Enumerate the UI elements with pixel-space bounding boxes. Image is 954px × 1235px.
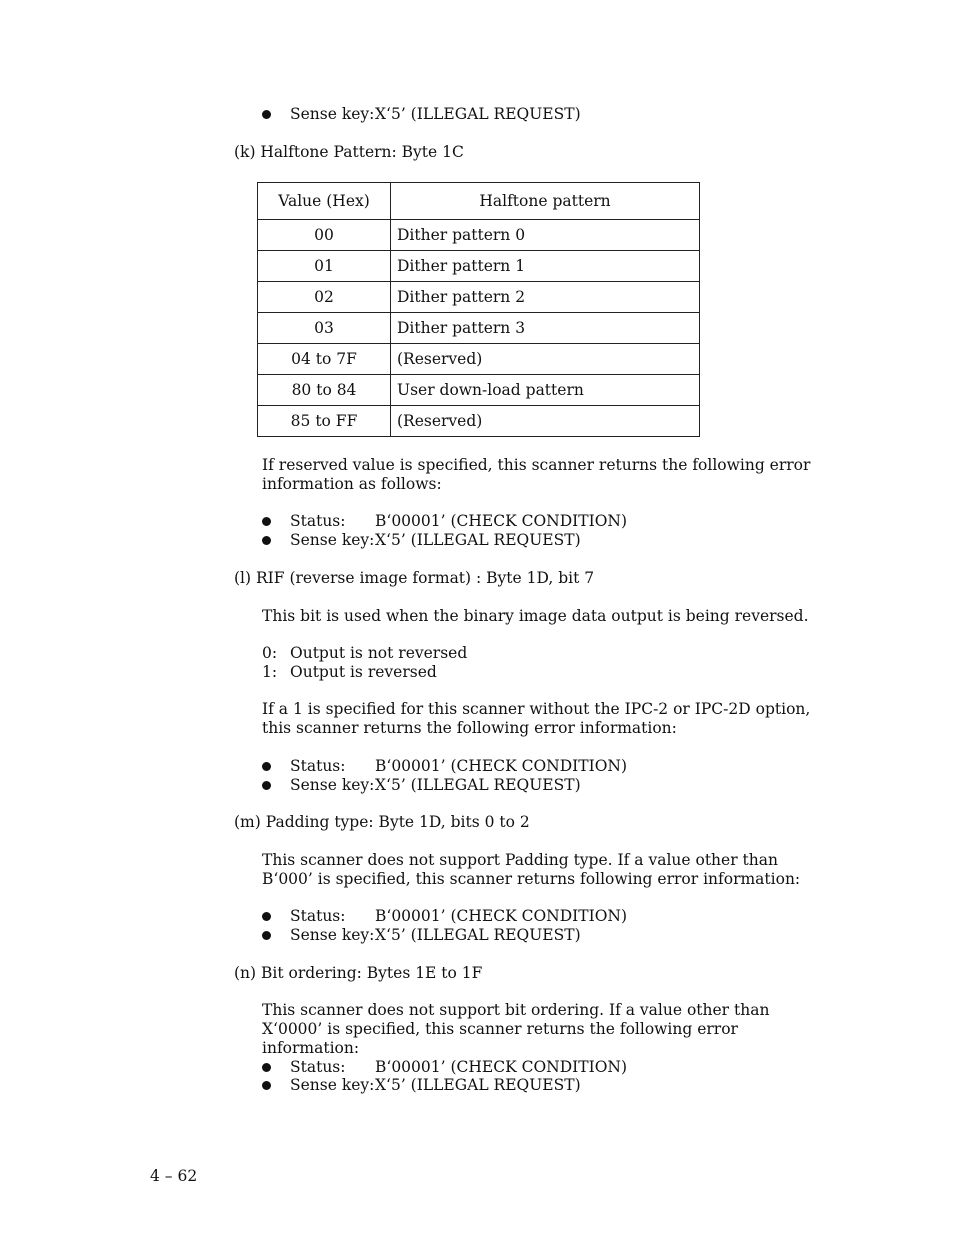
table-cell-pattern: Dither pattern 3 [391, 313, 700, 344]
table-row [258, 251, 700, 282]
section-l-heading: (l) RIF (reverse image format) : Byte 1D, bit 7 [234, 569, 595, 587]
table-row [258, 406, 700, 437]
bullet-value: X‘5’ (ILLEGAL REQUEST) [375, 1076, 581, 1094]
table-cell-pattern: User down-load pattern [391, 375, 700, 406]
bullet-icon [262, 1063, 271, 1072]
table-row [258, 220, 700, 251]
section-k-heading: (k) Halftone Pattern: Byte 1C [234, 143, 464, 161]
table-cell-value: 00 [258, 220, 391, 251]
option-text: Output is not reversed [290, 644, 468, 662]
bullet-label: Sense key: [290, 776, 375, 794]
table-cell-value: 01 [258, 251, 391, 282]
bullet-icon [262, 762, 271, 771]
bullet-label: Status: [290, 1058, 346, 1076]
bullet-value: X‘5’ (ILLEGAL REQUEST) [375, 531, 581, 549]
table-cell-pattern: (Reserved) [391, 344, 700, 375]
option-text: Output is reversed [290, 663, 437, 681]
table-row [258, 313, 700, 344]
option-number: 1: [262, 663, 278, 681]
bullet-icon [262, 781, 271, 790]
page-number: 4 – 62 [150, 1167, 198, 1185]
bullet-label: Status: [290, 757, 346, 775]
bullet-icon [262, 931, 271, 940]
bullet-label: Sense key: [290, 926, 375, 944]
table-cell-pattern: Dither pattern 1 [391, 251, 700, 282]
bullet-icon [262, 912, 271, 921]
bullet-value: X‘5’ (ILLEGAL REQUEST) [375, 926, 581, 944]
table-cell-pattern: (Reserved) [391, 406, 700, 437]
bullet-value: X‘5’ (ILLEGAL REQUEST) [375, 776, 581, 794]
bullet-value: B‘00001’ (CHECK CONDITION) [375, 512, 628, 530]
section-m-heading: (m) Padding type: Byte 1D, bits 0 to 2 [234, 813, 530, 831]
section-n-heading: (n) Bit ordering: Bytes 1E to 1F [234, 964, 483, 982]
bullet-label: Status: [290, 512, 346, 530]
section-k-paragraph: If reserved value is specified, this scanner returns the following error information as follows: [262, 456, 811, 493]
bullet-value: B‘00001’ (CHECK CONDITION) [375, 1058, 628, 1076]
halftone-pattern-table [257, 182, 700, 437]
section-n-paragraph: This scanner does not support bit ordering. If a value other than X‘0000’ is specified, this scanner returns the following error information: [262, 1001, 770, 1057]
column-header-value: Value (Hex) [258, 183, 391, 220]
table-header-row [258, 183, 700, 220]
bullet-value: B‘00001’ (CHECK CONDITION) [375, 907, 628, 925]
option-number: 0: [262, 644, 278, 662]
table-cell-value: 85 to FF [258, 406, 391, 437]
section-m-paragraph: This scanner does not support Padding type. If a value other than B‘000’ is specified, this scanner returns following error information: [262, 851, 801, 888]
bullet-label: Sense key: [290, 105, 375, 123]
table-row [258, 282, 700, 313]
bullet-value: B‘00001’ (CHECK CONDITION) [375, 757, 628, 775]
bullet-label: Sense key: [290, 531, 375, 549]
table-cell-value: 80 to 84 [258, 375, 391, 406]
table-row [258, 344, 700, 375]
bullet-label: Status: [290, 907, 346, 925]
bullet-icon [262, 536, 271, 545]
bullet-icon [262, 1081, 271, 1090]
bullet-value: X‘5’ (ILLEGAL REQUEST) [375, 105, 581, 123]
bullet-icon [262, 517, 271, 526]
column-header-pattern: Halftone pattern [391, 183, 700, 220]
table-cell-value: 03 [258, 313, 391, 344]
table-cell-value: 04 to 7F [258, 344, 391, 375]
bullet-icon [262, 110, 271, 119]
bullet-label: Sense key: [290, 1076, 375, 1094]
table-cell-pattern: Dither pattern 0 [391, 220, 700, 251]
table-cell-pattern: Dither pattern 2 [391, 282, 700, 313]
table-row [258, 375, 700, 406]
table-cell-value: 02 [258, 282, 391, 313]
section-l-paragraph-2: If a 1 is specified for this scanner without the IPC-2 or IPC-2D option, this scanner returns the following error information: [262, 700, 811, 737]
section-l-paragraph: This bit is used when the binary image data output is being reversed. [262, 607, 809, 625]
